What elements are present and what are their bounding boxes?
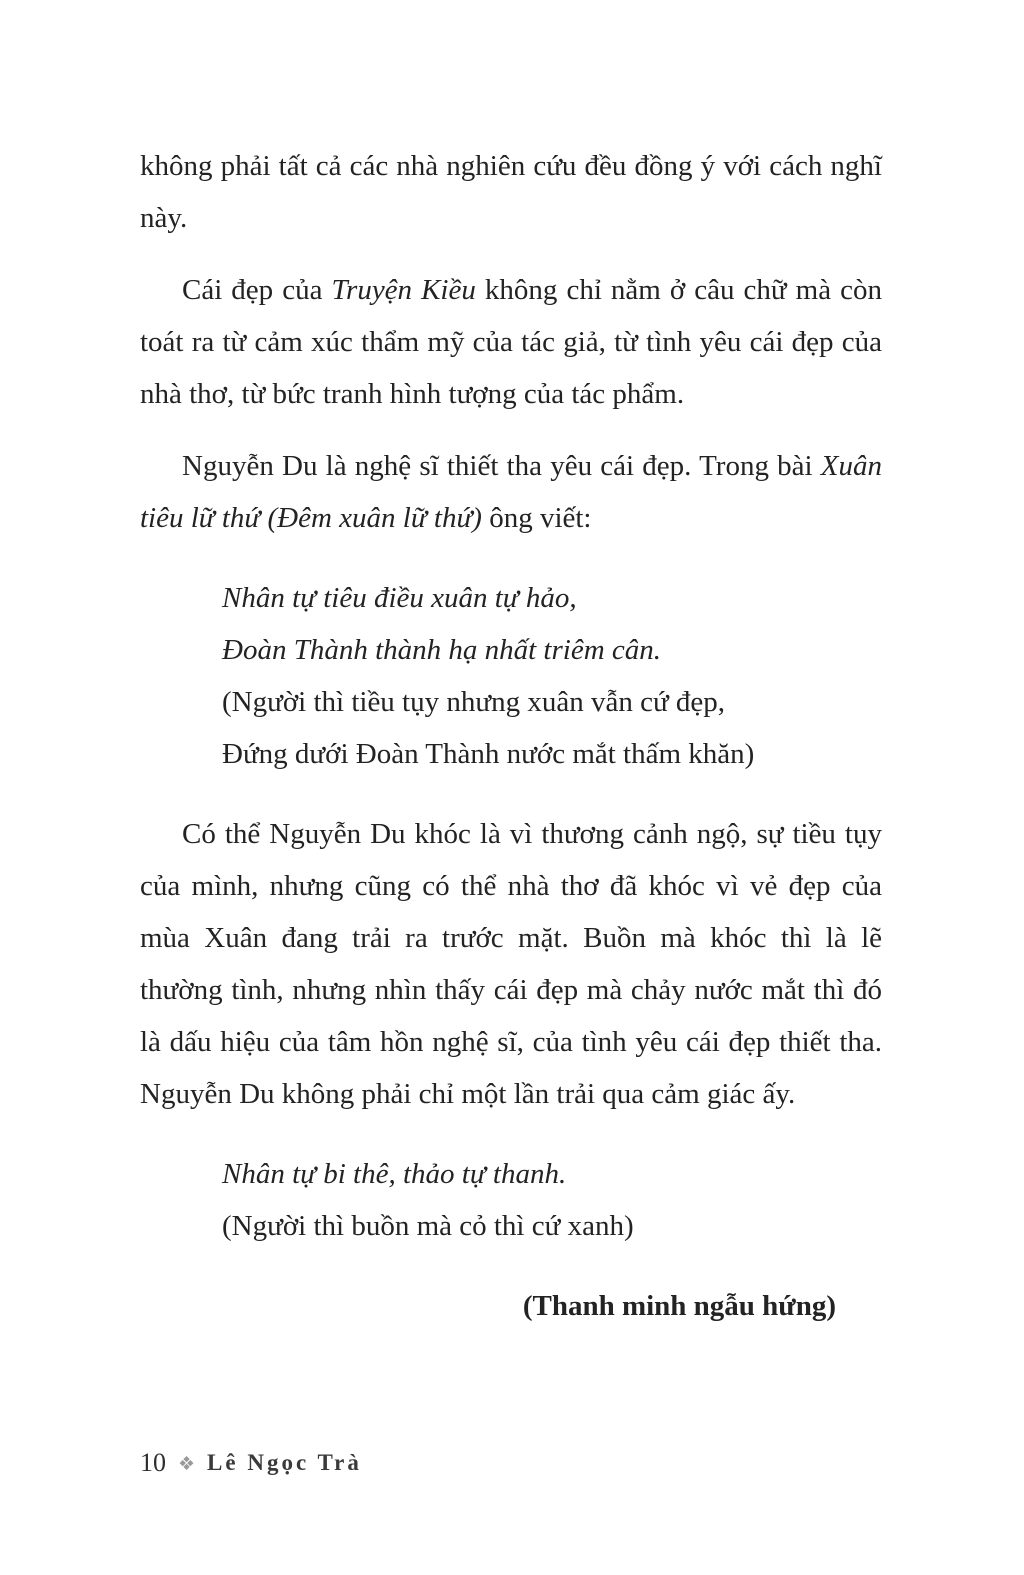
paragraph-text: Có thể Nguyễn Du khóc là vì thương cảnh ngộ, sự tiều tụy của mình, nhưng cũng có thể nhà thơ đã khóc vì vẻ đẹp của mùa Xuân đang trải ra trước mặt. Buồn mà khóc thì là lẽ thường tình, nhưng nhìn thấy cái đẹp mà chảy nước mắt thì đó là dấu hiệu của tâm hồn nghệ sĩ, của tình yêu cái đẹp thiết tha. Nguyễn Du không phải chỉ một lần trải qua cảm giác ấy. xyxy=(140,818,882,1110)
page-footer xyxy=(140,1448,882,1478)
poem-line: Nhân tự bi thê, thảo tự thanh. xyxy=(222,1158,567,1190)
paragraph xyxy=(140,264,882,420)
florette-icon: ❖ xyxy=(178,1453,196,1475)
page-text-block xyxy=(140,140,882,1332)
paragraph xyxy=(140,808,882,1120)
poem-translation-line: Đứng dưới Đoàn Thành nước mắt thấm khăn) xyxy=(222,738,755,770)
paragraph xyxy=(140,440,882,544)
running-author-name: Lê Ngọc Trà xyxy=(207,1450,362,1475)
poem-attribution: (Thanh minh ngẫu hứng) xyxy=(522,1290,836,1322)
paragraph-continuation xyxy=(140,140,882,244)
text-run: không chỉ nằm ở câu chữ mà còn toát ra từ cảm xúc thẩm mỹ của tác giả, từ tình yêu cái đẹp của nhà thơ, từ bức tranh hình tượng của tác phẩm. xyxy=(140,274,882,410)
text-run: Cái đẹp của xyxy=(182,274,332,306)
text-run: Nguyễn Du là nghệ sĩ thiết tha yêu cái đẹp. Trong bài xyxy=(182,450,821,482)
attribution-row xyxy=(140,1280,882,1332)
poem-line: Đoàn Thành thành hạ nhất triêm cân. xyxy=(222,634,662,666)
poem-translation-line: (Người thì tiều tụy nhưng xuân vẫn cứ đẹp, xyxy=(222,686,726,718)
paragraph-text: không phải tất cả các nhà nghiên cứu đều đồng ý với cách nghĩ này. xyxy=(140,150,882,234)
page-number: 10 xyxy=(140,1448,166,1477)
book-title-italic: Truyện Kiều xyxy=(331,274,476,306)
poem-quote-block xyxy=(222,1148,882,1252)
poem-quote-block xyxy=(222,572,882,780)
text-run: ông viết: xyxy=(481,502,592,534)
poem-title-italic: Xuân tiêu lữ thứ (Đêm xuân lữ thứ) xyxy=(140,450,882,534)
poem-translation-line: (Người thì buồn mà cỏ thì cứ xanh) xyxy=(222,1210,634,1242)
poem-line: Nhân tự tiêu điều xuân tự hảo, xyxy=(222,582,577,614)
